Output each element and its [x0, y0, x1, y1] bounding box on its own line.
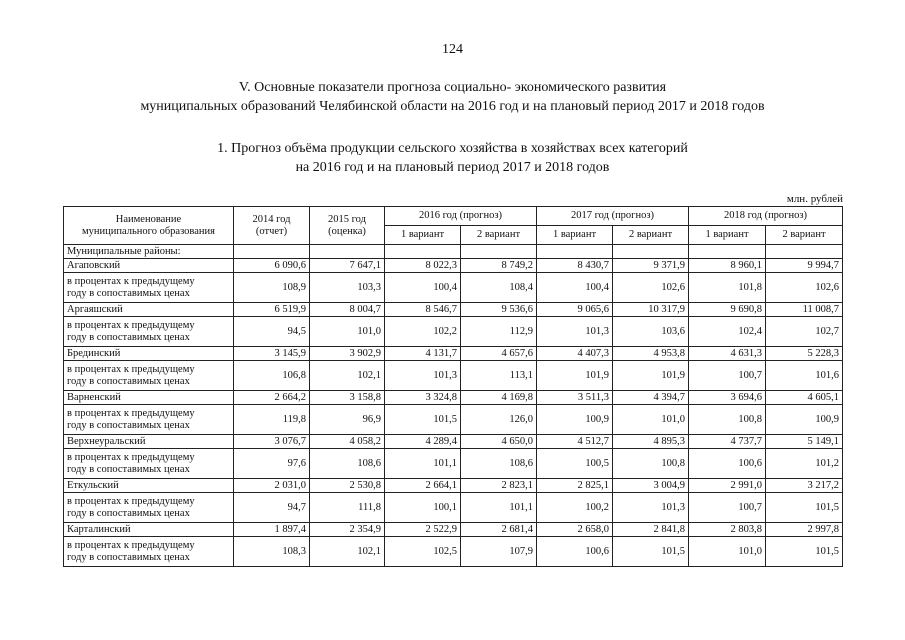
- percent-cell: 101,9: [537, 361, 613, 391]
- percent-cell: 101,2: [766, 449, 843, 479]
- table-row-district: [64, 347, 843, 361]
- value-cell: 5 149,1: [766, 435, 843, 449]
- value-cell: 8 004,7: [310, 303, 385, 317]
- section-label: Муниципальные районы:: [64, 245, 234, 259]
- percent-label: [64, 405, 234, 435]
- empty-cell: [537, 245, 613, 259]
- percent-cell: 103,6: [613, 317, 689, 347]
- district-name: Аргаяшский: [64, 303, 234, 317]
- value-cell: 2 823,1: [461, 479, 537, 493]
- percent-cell: 102,6: [613, 273, 689, 303]
- percent-cell: 102,4: [689, 317, 766, 347]
- percent-cell: 102,5: [385, 537, 461, 567]
- value-cell: 4 895,3: [613, 435, 689, 449]
- table-row-percent: [64, 493, 843, 523]
- percent-cell: 100,2: [537, 493, 613, 523]
- value-cell: 2 841,8: [613, 523, 689, 537]
- table-row-percent: [64, 317, 843, 347]
- percent-label: [64, 317, 234, 347]
- value-cell: 4 131,7: [385, 347, 461, 361]
- percent-cell: 102,7: [766, 317, 843, 347]
- percent-label-line1: в процентах к предыдущему: [67, 539, 195, 551]
- percent-label: [64, 493, 234, 523]
- header-2014: [234, 207, 310, 245]
- district-name: Верхнеуральский: [64, 435, 234, 449]
- percent-cell: 101,6: [766, 361, 843, 391]
- percent-cell: 100,9: [537, 405, 613, 435]
- section-row: [64, 245, 843, 259]
- value-cell: 9 536,6: [461, 303, 537, 317]
- percent-cell: 107,9: [461, 537, 537, 567]
- percent-cell: 102,1: [310, 537, 385, 567]
- value-cell: 10 317,9: [613, 303, 689, 317]
- section-title: [0, 78, 905, 116]
- percent-cell: 101,5: [385, 405, 461, 435]
- percent-cell: 100,4: [385, 273, 461, 303]
- value-cell: 2 031,0: [234, 479, 310, 493]
- header-2016-variant1: 1 вариант: [385, 226, 461, 245]
- value-cell: 4 407,3: [537, 347, 613, 361]
- value-cell: 11 008,7: [766, 303, 843, 317]
- percent-label-line1: в процентах к предыдущему: [67, 495, 195, 507]
- empty-cell: [766, 245, 843, 259]
- district-name: Еткульский: [64, 479, 234, 493]
- percent-cell: 108,6: [310, 449, 385, 479]
- percent-cell: 96,9: [310, 405, 385, 435]
- value-cell: 2 991,0: [689, 479, 766, 493]
- percent-cell: 101,1: [385, 449, 461, 479]
- value-cell: 4 512,7: [537, 435, 613, 449]
- district-name: Брединский: [64, 347, 234, 361]
- percent-cell: 101,1: [461, 493, 537, 523]
- value-cell: 9 371,9: [613, 259, 689, 273]
- percent-cell: 108,3: [234, 537, 310, 567]
- percent-label: [64, 273, 234, 303]
- percent-label-line2: году в сопоставимых ценах: [67, 419, 190, 431]
- header-2016-variant2: 2 вариант: [461, 226, 537, 245]
- value-cell: 2 664,1: [385, 479, 461, 493]
- value-cell: 9 994,7: [766, 259, 843, 273]
- value-cell: 1 897,4: [234, 523, 310, 537]
- value-cell: 4 289,4: [385, 435, 461, 449]
- value-cell: 8 430,7: [537, 259, 613, 273]
- percent-cell: 94,7: [234, 493, 310, 523]
- value-cell: 2 522,9: [385, 523, 461, 537]
- value-cell: 4 953,8: [613, 347, 689, 361]
- value-cell: 2 354,9: [310, 523, 385, 537]
- page-number: 124: [442, 42, 463, 57]
- header-2015: [310, 207, 385, 245]
- percent-label-line2: году в сопоставимых ценах: [67, 375, 190, 387]
- table-row-district: [64, 523, 843, 537]
- percent-cell: 112,9: [461, 317, 537, 347]
- percent-cell: 101,5: [766, 493, 843, 523]
- value-cell: 2 664,2: [234, 391, 310, 405]
- table-row-district: [64, 435, 843, 449]
- percent-cell: 108,4: [461, 273, 537, 303]
- percent-cell: 126,0: [461, 405, 537, 435]
- percent-label-line1: в процентах к предыдущему: [67, 451, 195, 463]
- table-subtitle: [0, 139, 905, 177]
- percent-label-line1: в процентах к предыдущему: [67, 363, 195, 375]
- header-2016: 2016 год (прогноз): [385, 207, 537, 226]
- empty-cell: [385, 245, 461, 259]
- table-row-percent: [64, 361, 843, 391]
- percent-cell: 97,6: [234, 449, 310, 479]
- value-cell: 3 076,7: [234, 435, 310, 449]
- percent-cell: 113,1: [461, 361, 537, 391]
- district-name: Агаповский: [64, 259, 234, 273]
- header-2014-label: 2014 год: [252, 213, 291, 225]
- value-cell: 4 394,7: [613, 391, 689, 405]
- table-row-percent: [64, 405, 843, 435]
- percent-cell: 100,6: [689, 449, 766, 479]
- value-cell: 3 145,9: [234, 347, 310, 361]
- value-cell: 3 158,8: [310, 391, 385, 405]
- district-name: Карталинский: [64, 523, 234, 537]
- value-cell: 8 546,7: [385, 303, 461, 317]
- percent-cell: 100,1: [385, 493, 461, 523]
- value-cell: 3 324,8: [385, 391, 461, 405]
- empty-cell: [310, 245, 385, 259]
- table-row-district: [64, 479, 843, 493]
- percent-cell: 101,0: [613, 405, 689, 435]
- percent-label: [64, 537, 234, 567]
- percent-label: [64, 449, 234, 479]
- percent-cell: 101,9: [613, 361, 689, 391]
- percent-cell: 103,3: [310, 273, 385, 303]
- header-name-line1: Наименование: [115, 213, 182, 225]
- percent-cell: 101,3: [613, 493, 689, 523]
- table-row-percent: [64, 537, 843, 567]
- percent-cell: 101,0: [689, 537, 766, 567]
- percent-cell: 101,5: [766, 537, 843, 567]
- percent-cell: 101,0: [310, 317, 385, 347]
- percent-cell: 101,8: [689, 273, 766, 303]
- percent-cell: 108,9: [234, 273, 310, 303]
- value-cell: 3 902,9: [310, 347, 385, 361]
- header-name-column: [64, 207, 234, 245]
- value-cell: 4 605,1: [766, 391, 843, 405]
- percent-label-line2: году в сопоставимых ценах: [67, 507, 190, 519]
- value-cell: 8 749,2: [461, 259, 537, 273]
- header-2017-variant2: 2 вариант: [613, 226, 689, 245]
- table-row-percent: [64, 449, 843, 479]
- value-cell: 3 511,3: [537, 391, 613, 405]
- percent-cell: 106,8: [234, 361, 310, 391]
- value-cell: 6 519,9: [234, 303, 310, 317]
- value-cell: 3 217,2: [766, 479, 843, 493]
- percent-cell: 100,7: [689, 493, 766, 523]
- empty-cell: [461, 245, 537, 259]
- value-cell: 9 690,8: [689, 303, 766, 317]
- percent-cell: 102,2: [385, 317, 461, 347]
- value-cell: 4 058,2: [310, 435, 385, 449]
- value-cell: 2 825,1: [537, 479, 613, 493]
- percent-label-line2: году в сопоставимых ценах: [67, 463, 190, 475]
- district-name: Варненский: [64, 391, 234, 405]
- header-2018: 2018 год (прогноз): [689, 207, 843, 226]
- empty-cell: [234, 245, 310, 259]
- value-cell: 5 228,3: [766, 347, 843, 361]
- table-subtitle-line2: на 2016 год и на плановый период 2017 и 2018 годов: [295, 160, 610, 175]
- percent-cell: 94,5: [234, 317, 310, 347]
- percent-label-line1: в процентах к предыдущему: [67, 319, 195, 331]
- value-cell: 4 650,0: [461, 435, 537, 449]
- value-cell: 4 657,6: [461, 347, 537, 361]
- percent-label-line2: году в сопоставимых ценах: [67, 331, 190, 343]
- percent-cell: 100,6: [537, 537, 613, 567]
- value-cell: 3 004,9: [613, 479, 689, 493]
- percent-cell: 102,6: [766, 273, 843, 303]
- percent-cell: 119,8: [234, 405, 310, 435]
- percent-label-line2: году в сопоставимых ценах: [67, 551, 190, 563]
- value-cell: 4 737,7: [689, 435, 766, 449]
- percent-cell: 100,8: [689, 405, 766, 435]
- percent-cell: 101,3: [537, 317, 613, 347]
- percent-label: [64, 361, 234, 391]
- table-header: [64, 207, 843, 245]
- percent-label-line1: в процентах к предыдущему: [67, 407, 195, 419]
- table-body: [64, 245, 843, 567]
- value-cell: 6 090,6: [234, 259, 310, 273]
- percent-cell: 111,8: [310, 493, 385, 523]
- value-cell: 7 647,1: [310, 259, 385, 273]
- header-2018-variant2: 2 вариант: [766, 226, 843, 245]
- value-cell: 2 658,0: [537, 523, 613, 537]
- section-title-line2: муниципальных образований Челябинской области на 2016 год и на плановый период 2017 и 2018 годов: [140, 99, 765, 114]
- percent-label-line2: году в сопоставимых ценах: [67, 287, 190, 299]
- header-2017: 2017 год (прогноз): [537, 207, 689, 226]
- value-cell: 3 694,6: [689, 391, 766, 405]
- percent-cell: 100,8: [613, 449, 689, 479]
- value-cell: 2 681,4: [461, 523, 537, 537]
- table-row-percent: [64, 273, 843, 303]
- agriculture-forecast-table: [63, 206, 843, 567]
- header-2017-variant1: 1 вариант: [537, 226, 613, 245]
- table-row-district: [64, 259, 843, 273]
- units-label: млн. рублей: [786, 193, 843, 205]
- table-row-district: [64, 303, 843, 317]
- header-2018-variant1: 1 вариант: [689, 226, 766, 245]
- value-cell: 4 169,8: [461, 391, 537, 405]
- value-cell: 2 530,8: [310, 479, 385, 493]
- header-2015-note: (оценка): [328, 225, 366, 237]
- empty-cell: [613, 245, 689, 259]
- value-cell: 9 065,6: [537, 303, 613, 317]
- percent-cell: 100,9: [766, 405, 843, 435]
- value-cell: 8 022,3: [385, 259, 461, 273]
- header-2014-note: (отчет): [255, 225, 288, 237]
- table-subtitle-line1: 1. Прогноз объёма продукции сельского хозяйства в хозяйствах всех категорий: [217, 141, 688, 156]
- percent-cell: 100,4: [537, 273, 613, 303]
- value-cell: 8 960,1: [689, 259, 766, 273]
- percent-cell: 100,5: [537, 449, 613, 479]
- header-name-line2: муниципального образования: [82, 225, 215, 237]
- table-row-district: [64, 391, 843, 405]
- percent-cell: 101,3: [385, 361, 461, 391]
- percent-cell: 108,6: [461, 449, 537, 479]
- value-cell: 2 997,8: [766, 523, 843, 537]
- percent-label-line1: в процентах к предыдущему: [67, 275, 195, 287]
- header-2015-label: 2015 год: [328, 213, 366, 225]
- percent-cell: 100,7: [689, 361, 766, 391]
- empty-cell: [689, 245, 766, 259]
- percent-cell: 102,1: [310, 361, 385, 391]
- value-cell: 2 803,8: [689, 523, 766, 537]
- section-title-line1: V. Основные показатели прогноза социально- экономического развития: [238, 80, 667, 95]
- value-cell: 4 631,3: [689, 347, 766, 361]
- percent-cell: 101,5: [613, 537, 689, 567]
